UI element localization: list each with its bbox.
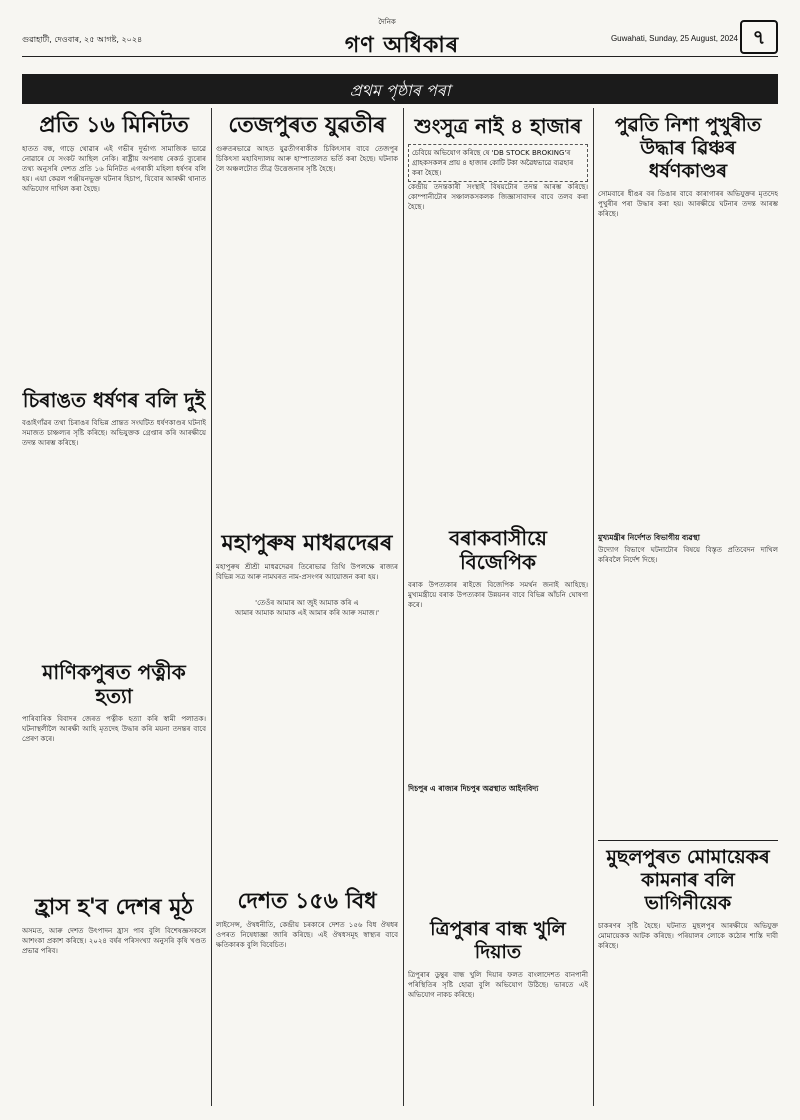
masthead-title: গণ অধিকাৰ xyxy=(344,32,460,58)
headline: প্ৰতি ১৬ মিনিটত xyxy=(39,113,189,138)
article-body: সোমবাৰে ধীঙৰ বৰ ডিঙাৰ বাবে কাৰাগাৰৰ অভিযুক্তৰ মৃতদেহ পুখুৰীৰ পৰা উদ্ধাৰ কৰা হয়। আৰক্ষীয়ে ঘটনাৰ তদন্ত আৰম্ভ কৰিছে। xyxy=(598,190,778,218)
headline: দেশত ১৫৬ বিধ xyxy=(237,889,377,914)
header-date-english: Guwahati, Sunday, 25 August, 2024 xyxy=(610,34,738,43)
article-body xyxy=(408,796,588,914)
column-1 xyxy=(22,110,206,1106)
article-body: পাৰিবাৰিক বিবাদৰ জেৰত পত্নীক হত্যা কৰি স্বামী পলাতক। ঘটনাস্থলীলৈ আৰক্ষী আহি মৃতদেহ উদ্ধাৰ কৰি ময়না তদন্তৰ বাবে প্ৰেৰণ কৰে। xyxy=(22,715,206,743)
article-body: ত্ৰিপুৰাৰ ডুম্বুৰ বান্ধ খুলি দিয়াৰ ফলত বাংলাদেশত বানপানী পৰিস্থিতিৰ সৃষ্টি হোৱা বুলি অভিযোগ উঠিছে। ভাৰতে এই অভিযোগ নাকচ কৰিছে। xyxy=(408,971,588,999)
column-2 xyxy=(216,110,398,1106)
section-banner xyxy=(22,74,778,104)
article-body: বৰাক উপত্যকাৰ ৰাইজে বিজেপিক সমৰ্থন জনাই আহিছে। মুখ্যমন্ত্ৰীয়ে বৰাক উপত্যকাৰ উন্নয়নৰ বাবে বিভিন্ন আঁচনি ঘোষণা কৰে। xyxy=(408,581,588,609)
stock-note: চেবিয়ে অভিযোগ কৰিছে ষে 'DB STOCK BROKING'ৰ গ্ৰাহকসকলৰ প্ৰায় ৪ হাজাৰ কোটি টকা অৱৈধভাৱে ব্যৱহাৰ কৰা হৈছে। xyxy=(408,144,588,182)
headline: শুংসুত্ৰ নাই ৪ হাজাৰ xyxy=(414,114,582,138)
column-4 xyxy=(598,110,778,1106)
article-body: গুৰুতৰভাৱে আহত যুৱতীগৰাকীক চিকিৎসাৰ বাবে তেজপুৰ চিকিৎসা মহাবিদ্যালয় আৰু হাস্পাতালত ভৰ্তি কৰা হৈছে। ঘটনাক লৈ অঞ্চলটোত তীব্ৰ উত্তেজনাৰ সৃষ্টি হৈছে। xyxy=(216,145,398,173)
headline: পুৱতি নিশা পুখুৰীত উদ্ধাৰ ৱিঞ্চৰ ধৰ্ষণকাণ্ডৰ xyxy=(614,114,762,182)
quote: 'তেওঁৰ আমাৰ আ জুই আমাক কৰি এ আমাৰ আমাক আমাক এই আমাৰ কৰি আৰু সমাজ।' xyxy=(234,599,380,617)
headline: তেজপুৰত যুৱতীৰ xyxy=(228,113,386,138)
column-divider xyxy=(593,108,594,1106)
article-body: হাতত বন্ধ, গাড়ে থোৱাৰ এই গভীৰ দুৰ্ভাগ্য সামাজিক ভাৱে নোৱাৰে যে সংকট আছিল নেকি। ৰাষ্ট্ৰীয় অপৰাধ ৰেকৰ্ড ব্যুৰোৰ তথ্য অনুসৰি দেশত প্ৰতি ১৬ মিনিটত এগৰাকী মহিলা ধৰ্ষণৰ বলি হয়। এয়া কেৱল পঞ্জীয়নভুক্ত ঘটনাৰ হিচাপ, যিবোৰ আৰক্ষী থানাত অভিযোগ দাখিল কৰা হৈছে। xyxy=(22,145,206,193)
article-body: মহাপুৰুষ শ্ৰীশ্ৰী মাধৱদেৱৰ তিৰোভাৱ তিথি উপলক্ষে ৰাজ্যৰ বিভিন্ন সত্ৰ আৰু নামঘৰত নাম-প্ৰসংগৰ আয়োজন কৰা হয়। xyxy=(216,563,398,581)
article-body: চাকৰণৰ সৃষ্টি হৈছে। ঘটনাত মুছলপুৰ আৰক্ষীয়ে অভিযুক্ত মোমায়েকক আটক কৰিছে। পৰিয়ালৰ লোকে কঠোৰ শাস্তি দাবী কৰিছে। xyxy=(598,922,778,950)
headline: মহাপুৰুষ মাধৱদেৱৰ xyxy=(221,531,393,556)
headline: হ্ৰাস হ'ব দেশৰ মূঠ xyxy=(34,895,194,920)
article-body: উদ্যোগ বিভাগে ঘটনাটোৰ বিষয়ে বিস্তৃত প্ৰতিবেদন দাখিল কৰিবলৈ নিৰ্দেশ দিছে। xyxy=(598,546,778,564)
header-date-assamese: গুৱাহাটী, দেওবাৰ, ২৫ আগষ্ট, ২০২৪ xyxy=(22,35,143,44)
headline: মুছলপুৰত মোমায়েকৰ কামনাৰ বলি ভাগিনীয়েক xyxy=(606,846,770,914)
article-body: বঙাইগাঁৱৰ তথা চিৰাঙৰ বিভিন্ন প্ৰান্তত সংঘটিত ধৰ্ষণকাণ্ডৰ ঘটনাই সমাজত চাঞ্চল্যৰ সৃষ্টি কৰিছে। অভিযুক্তক গ্ৰেপ্তাৰ কৰি আৰক্ষীয়ে তদন্ত আৰম্ভ কৰিছে। xyxy=(22,419,206,447)
article-body: লাইসেন্স, ঔষধনীতি, কেন্দ্ৰীয় চৰকাৰে দেশত ১৫৬ বিধ ঔষধৰ ওপৰত নিষেধাজ্ঞা জাৰি কৰিছে। এই ঔষধসমূহ স্বাস্থ্যৰ বাবে ক্ষতিকাৰক বুলি বিবেচিত। xyxy=(216,921,398,949)
headline: বৰাকবাসীয়ে বিজেপিক xyxy=(449,526,547,574)
masthead xyxy=(312,16,492,65)
article-body: কেন্দ্ৰীয় তদন্তকাৰী সংস্থাই বিষয়টোৰ তদন্ত আৰম্ভ কৰিছে। কোম্পানীটোৰ সঞ্চালকসকলক জিজ্ঞাসাবাদৰ বাবে তলব কৰা হৈছে। xyxy=(408,183,588,211)
article-body: অসমত, আৰু দেশত উৎপাদন হ্ৰাস পাব বুলি বিশেষজ্ঞসকলে আশংকা প্ৰকাশ কৰিছে। ২০২৪ বৰ্ষৰ পৰিসংখ্যা অনুসৰি কৃষি খণ্ডত প্ৰভাৱ পৰিব। xyxy=(22,927,206,955)
headline: মাণিকপুৰত পত্নীক হত্যা xyxy=(42,660,186,708)
page-header xyxy=(22,6,778,57)
subheading: দিচপুৰ এ ৰাজ্যৰ দিচপুৰ অৱস্থাত আইনবিদ্য xyxy=(408,784,539,793)
page-number: ৭ xyxy=(740,20,778,54)
headline: চিৰাঙত ধৰ্ষণৰ বলি দুই xyxy=(22,388,206,412)
column-divider xyxy=(403,108,404,1106)
masthead-prefix: দৈনিক xyxy=(378,18,396,26)
divider xyxy=(598,840,778,841)
headline: ত্ৰিপুৰাৰ বান্ধ খুলি দিয়াত xyxy=(430,918,566,963)
subheading: মুখ্যমন্ত্ৰীৰ নিৰ্দেশত বিভাগীয় ব্যৱস্থা xyxy=(598,533,700,542)
article-body xyxy=(216,626,398,886)
banner-text: প্ৰথম পৃষ্ঠাৰ পৰা xyxy=(349,81,451,100)
column-3 xyxy=(408,110,588,1106)
column-divider xyxy=(211,108,212,1106)
